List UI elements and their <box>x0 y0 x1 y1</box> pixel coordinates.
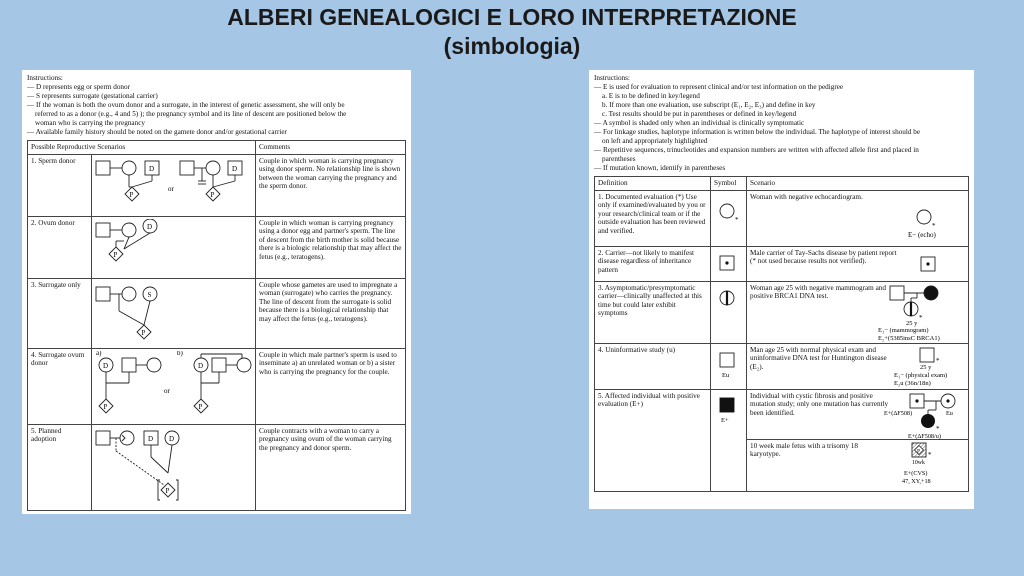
eval-label: E+ <box>721 416 729 424</box>
definition-text: 1. Documented evaluation (*) Use only if examined/evaluated by you or your research/clinical team or if the outside evaluation has been reviewed and verified. <box>595 190 711 246</box>
pregnancy-label: P <box>103 402 108 411</box>
pregnancy-label: P <box>129 190 134 199</box>
instr-line: — D represents egg or sperm donor <box>27 83 130 91</box>
donor-label: D <box>198 361 204 370</box>
surrogate-ovum-donor-pedigree <box>94 351 252 423</box>
comment-text: Couple in which woman is carrying pregnancy using a donor egg and partner's sperm. The line of descent from the birth mother is solid because there is a biologic relationship that may affect the fetus (e.g., teratogens). <box>256 216 406 278</box>
scenario-text: Woman with negative echocardiogram. <box>750 192 863 201</box>
pregnancy-label: P <box>141 328 146 337</box>
age-label: 25 y <box>906 319 918 327</box>
instr-line: referred to as a donor (e.g., 4 and 5) ); the pregnancy symbol and its line of descent are positioned below the <box>35 110 347 118</box>
symbol-cell <box>711 190 747 246</box>
star-mark: * <box>919 313 923 322</box>
star-mark: * <box>735 215 739 224</box>
donor-label: D <box>103 361 109 370</box>
instr-line: Instructions: <box>594 74 630 82</box>
comment-text: Couple whose gametes are used to impregnate a woman (surrogate) who carries the pregnancy. The line of descent from the surrogate is solid because there is a biological relationship that may affect the fetus (e.g., teratogens). <box>256 278 406 348</box>
scenario-text: Individual with cystic fibrosis and positive mutation study; only one mutation has currently been identified. <box>750 391 889 417</box>
scenario-text: Male carrier of Tay-Sachs disease by patient report (* not used because results not verified). <box>750 248 897 266</box>
eval-label: E− (echo) <box>908 230 936 239</box>
donor-label: D <box>232 164 238 173</box>
instr-line: — If the woman is both the ovum donor and a surrogate, in the interest of genetic assessment, she will only be <box>27 101 345 109</box>
instr-line: parentheses <box>602 155 636 163</box>
definition-text: 2. Carrier—not likely to manifest disease regardless of inheritance pattern <box>595 246 711 281</box>
definition-text: 4. Uninformative study (u) <box>595 343 711 389</box>
carrier-symbol <box>713 250 745 280</box>
or-label: or <box>164 386 170 395</box>
karyotype-label: 47, XY,+18 <box>902 477 931 485</box>
eval-label: Eu <box>722 371 730 379</box>
star-mark: * <box>928 450 932 459</box>
or-label: or <box>168 184 174 193</box>
ovum-donor-pedigree <box>94 219 252 277</box>
scenarios-table <box>27 140 406 511</box>
instr-line: — S represents surrogate (gestational carrier) <box>27 92 158 100</box>
eval-label: E+(CVS) <box>904 469 928 477</box>
star-mark: * <box>936 356 940 365</box>
comment-text: Couple in which woman is carrying pregnancy using donor sperm. No relationship line is shown between the woman carrying the pregnancy and the sperm donor. <box>256 154 406 216</box>
comment-text: Couple in which male partner's sperm is used to inseminate a) an unrelated woman or b) a sister who is carrying the pregnancy for the couple. <box>256 348 406 424</box>
donor-label: D <box>148 434 154 443</box>
donor-label: D <box>147 222 153 231</box>
instr-line: — Repetitive sequences, trinucleotides and expansion numbers are written with affected allele first and placed in <box>594 146 919 154</box>
pedigree-cell <box>92 424 256 510</box>
brca1-example <box>876 282 966 342</box>
pregnancy-label: P <box>917 448 921 455</box>
header-scenarios: Possible Reproductive Scenarios <box>28 141 256 155</box>
planned-adoption-pedigree <box>94 427 252 509</box>
scenario-cell <box>747 246 969 281</box>
presymptomatic-carrier-symbol <box>713 286 745 316</box>
pedigree-cell <box>92 348 256 424</box>
eval-label: E+(ΔF508/u) <box>908 432 941 440</box>
instr-line: a. E is to be defined in key/legend <box>602 92 700 100</box>
instr-line: on left and appropriately highlighted <box>602 137 708 145</box>
eval-label: Eu <box>946 409 953 417</box>
scenario-b: b) <box>177 350 183 357</box>
symbol-cell <box>711 281 747 343</box>
evaluation-table <box>594 176 969 492</box>
scenario-text: Man age 25 with normal physical exam and uninformative DNA test for Huntington disease (E₂). <box>750 345 887 371</box>
documented-evaluation-symbol <box>713 197 745 237</box>
scenario-text: Woman age 25 with negative mammogram and positive BRCA1 DNA test. <box>750 283 886 301</box>
left-instructions <box>27 74 406 137</box>
instr-line: c. Test results should be put in parentheses or defined in key/legend <box>602 110 797 118</box>
surrogate-label: S <box>147 290 152 299</box>
pedigree-cell <box>92 278 256 348</box>
pregnancy-label: P <box>210 190 215 199</box>
star-mark: * <box>936 424 940 433</box>
evaluation-symbols-panel <box>589 70 974 509</box>
definition-text: 5. Affected individual with positive evaluation (E+) <box>595 389 711 491</box>
star-mark: * <box>932 221 936 230</box>
header-scenario: Scenario <box>747 177 969 191</box>
pregnancy-label: P <box>113 250 118 259</box>
eval-label: E+(ΔF508) <box>884 409 913 417</box>
donor-label: D <box>149 164 155 173</box>
row-label: 1. Sperm donor <box>28 154 92 216</box>
cystic-fibrosis-example <box>884 390 966 440</box>
instr-line: — A symbol is shaded only when an individual is clinically symptomatic <box>594 119 805 127</box>
huntington-example <box>890 346 966 390</box>
instr-line: — If mutation known, identify in parentheses <box>594 164 726 172</box>
row-label: 2. Ovum donor <box>28 216 92 278</box>
surrogate-pedigree <box>94 281 252 347</box>
carrier-example <box>908 252 948 278</box>
eval-label: E₂u (36n/18n) <box>894 379 931 387</box>
reproductive-scenarios-panel <box>22 70 411 514</box>
title-line1: ALBERI GENEALOGICI E LORO INTERPRETAZIONE <box>227 4 797 30</box>
scenario-text: 10 week male fetus with a trisomy 18 karyotype. <box>750 441 858 459</box>
scenario-cell <box>747 281 969 343</box>
title-line2: (simbologia) <box>443 33 581 59</box>
scenario-cell <box>747 389 969 491</box>
symbol-cell <box>711 389 747 491</box>
row-label: 5. Planned adoption <box>28 424 92 510</box>
symbol-cell <box>711 246 747 281</box>
instr-line: woman who is carrying the pregnancy <box>35 119 145 127</box>
instr-line: — Available family history should be noted on the gamete donor and/or gestational carrier <box>27 128 287 136</box>
trisomy-fetus-example <box>892 440 952 490</box>
header-comments: Comments <box>256 141 406 155</box>
scenario-a: a) <box>96 350 102 357</box>
scenario-cell <box>747 343 969 389</box>
donor-label: D <box>169 434 175 443</box>
gestation-label: 10wk <box>912 459 925 466</box>
age-label: 25 y <box>920 363 932 371</box>
eval-label: E₂+(5385insC BRCA1) <box>878 334 940 342</box>
pedigree-cell <box>92 154 256 216</box>
header-symbol: Symbol <box>711 177 747 191</box>
pedigree-cell <box>92 216 256 278</box>
instr-line: Instructions: <box>27 74 63 82</box>
header-definition: Definition <box>595 177 711 191</box>
comment-text: Couple contracts with a woman to carry a pregnancy using ovum of the woman carrying the pregnancy and donor sperm. <box>256 424 406 510</box>
echo-example <box>894 203 964 243</box>
affected-positive-symbol <box>713 394 745 430</box>
pregnancy-label: P <box>165 486 170 495</box>
uninformative-symbol <box>713 348 745 386</box>
pregnancy-label: P <box>198 402 203 411</box>
symbol-cell <box>711 343 747 389</box>
eval-label: E₁− (mammogram) <box>878 326 929 334</box>
right-instructions <box>594 74 969 173</box>
eval-label: E₁− (physical exam) <box>894 371 948 379</box>
scenario-cell <box>747 190 969 246</box>
row-label: 3. Surrogate only <box>28 278 92 348</box>
instr-line: b. If more than one evaluation, use subscript (E₁, E₂, E₃) and define in key <box>602 101 816 109</box>
row-label: 4. Surrogate ovum donor <box>28 348 92 424</box>
instr-line: — For linkage studies, haplotype information is written below the individual. The haplotype of interest should be <box>594 128 921 136</box>
sperm-donor-pedigree <box>94 157 252 215</box>
instr-line: — E is used for evaluation to represent clinical and/or test information on the pedigree <box>594 83 844 91</box>
definition-text: 3. Asymptomatic/presymptomatic carrier—clinically unaffected at this time but could later exhibit symptoms <box>595 281 711 343</box>
